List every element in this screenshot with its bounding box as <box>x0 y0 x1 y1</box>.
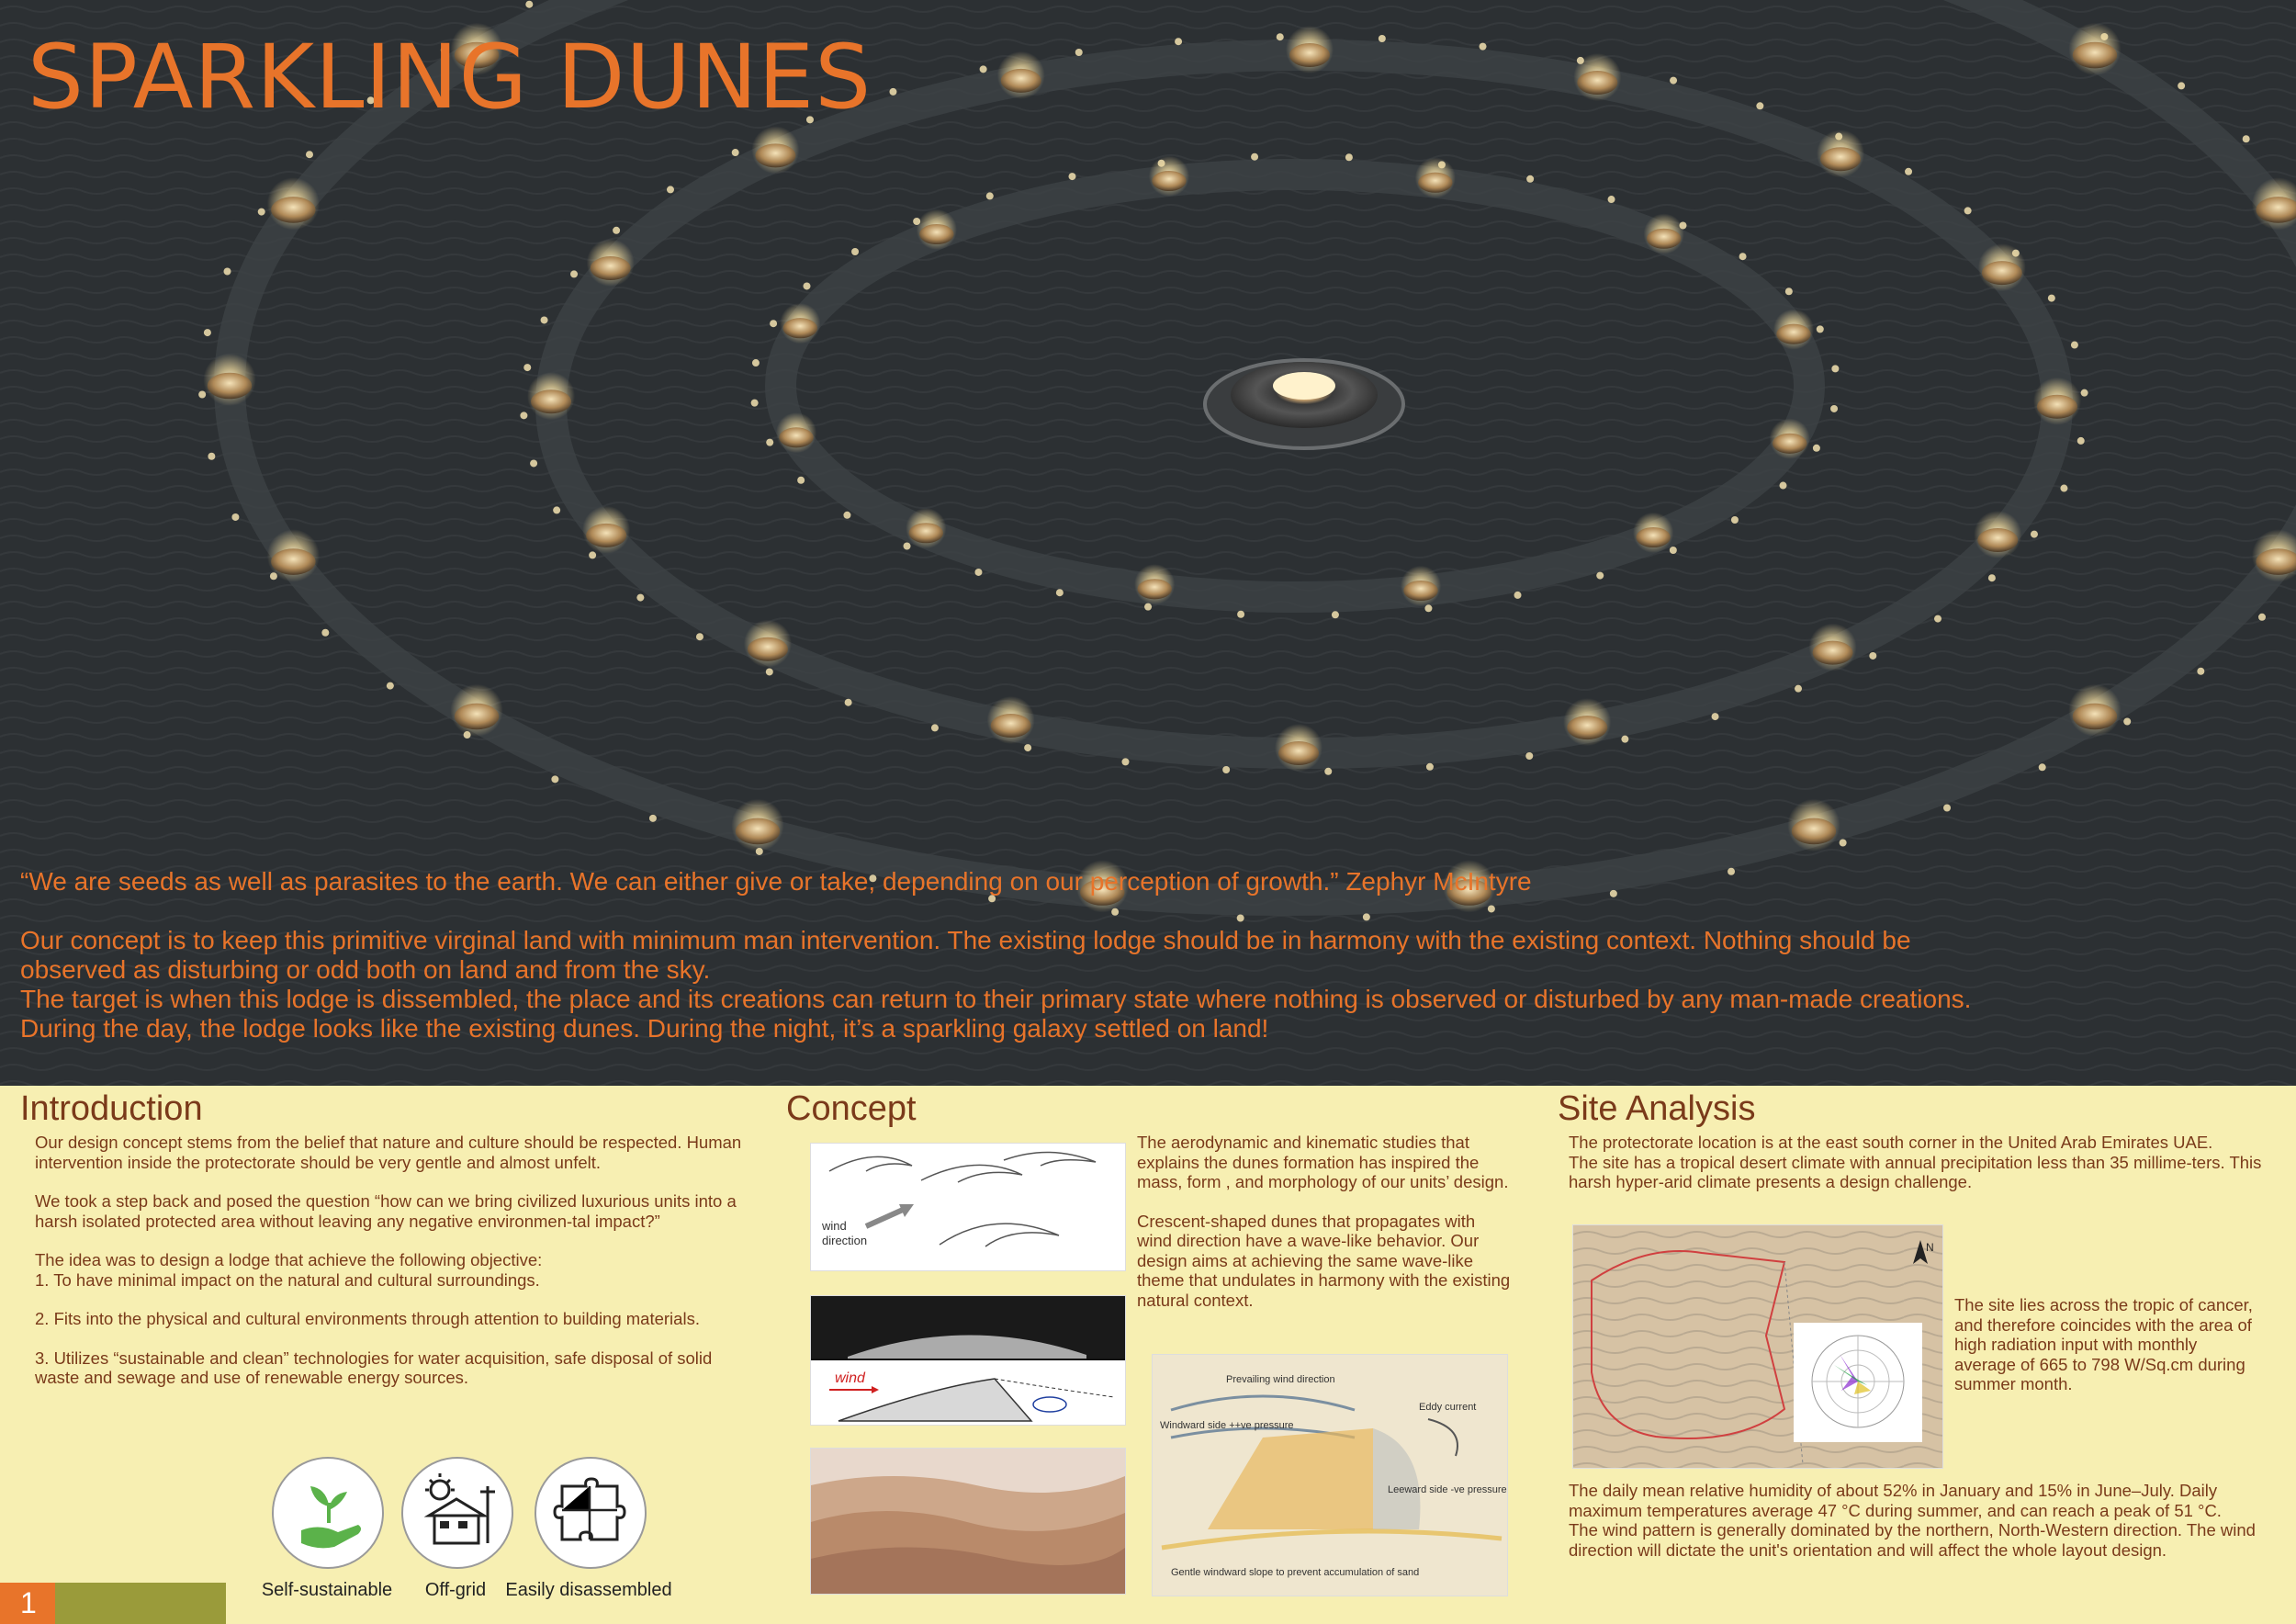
path-light <box>589 551 596 558</box>
concept-statement <box>20 926 2004 1043</box>
path-light <box>1363 913 1370 920</box>
path-light <box>1739 253 1747 260</box>
path-light <box>1608 196 1615 203</box>
lodge-unit <box>1809 624 1857 671</box>
site-map <box>1572 1224 1943 1469</box>
path-light <box>1610 890 1617 897</box>
path-light <box>1596 572 1604 580</box>
lodge-unit <box>1787 799 1840 851</box>
path-light <box>1526 175 1534 183</box>
lodge-unit <box>1773 310 1814 350</box>
path-light <box>980 65 987 73</box>
intro-paragraph: We took a step back and posed the question “how can we bring civilized luxurious units into a harsh isolated protected area without leaving any negative environmen-tal impact?” <box>35 1191 737 1231</box>
path-light <box>321 629 329 637</box>
lodge-unit <box>1401 566 1441 606</box>
path-light <box>2048 295 2055 302</box>
path-light <box>751 400 759 407</box>
lodge-unit <box>527 372 575 420</box>
icon-label: Easily disassembled <box>505 1580 672 1600</box>
intro-paragraph: The idea was to design a lodge that achieve the following objective: 1. To have minimal impact on the natural and cultural surroundings. <box>35 1250 543 1290</box>
lodge-unit <box>780 303 820 344</box>
lodge-unit <box>2033 378 2081 425</box>
path-light <box>1345 153 1353 161</box>
concept-desc-paragraph: The aerodynamic and kinematic studies that explains the dunes formation has inspired the mass, form , and morphology of our units’ design. <box>1137 1133 1509 1191</box>
path-light <box>1943 805 1951 812</box>
path-light <box>2197 668 2204 675</box>
concept-paragraph: Our concept is to keep this primitive virginal land with minimum man intervention. The existing lodge should be in harmony with the existing context. Nothing should be observed as disturbing or odd both on land and from the sky. <box>20 926 1911 984</box>
north-arrow-label: N <box>1926 1241 1934 1254</box>
path-light <box>1332 611 1339 618</box>
path-light <box>732 149 739 156</box>
path-light <box>986 192 994 199</box>
path-light <box>2178 82 2185 89</box>
lodge-unit <box>1134 564 1175 604</box>
lodge-unit <box>1817 130 1864 177</box>
path-light <box>258 209 265 216</box>
site-text-radiation: The site lies across the tropic of cancer, and therefore coincides with the area of high radiation input with monthly average of 665 to 798 W/Sq.cm during summer month. <box>1954 1295 2253 1393</box>
path-light <box>530 459 537 467</box>
path-light <box>523 364 531 371</box>
path-light <box>1964 207 1972 214</box>
path-light <box>1426 763 1434 771</box>
path-light <box>851 248 859 255</box>
page-title: SPARKLING DUNES <box>28 26 872 129</box>
path-light <box>553 506 560 513</box>
lodge-unit <box>1770 419 1810 459</box>
path-light <box>1514 592 1522 599</box>
lodge-unit <box>587 239 635 287</box>
lodge-unit <box>776 412 816 453</box>
path-light <box>2258 614 2266 621</box>
svg-text:direction: direction <box>822 1234 868 1247</box>
path-light <box>1251 153 1258 161</box>
intro-paragraph: 2. Fits into the physical and cultural environments through attention to building materials. <box>35 1309 700 1328</box>
path-light <box>1712 713 1719 720</box>
lodge-unit <box>987 696 1035 744</box>
path-light <box>520 412 527 419</box>
solar-house-icon <box>401 1457 513 1569</box>
path-light <box>1817 325 1824 333</box>
path-light <box>2123 718 2131 726</box>
path-light <box>1795 685 1802 693</box>
intro-paragraph: Our design concept stems from the belief that nature and culture should be respected. Human intervention inside the protectorate should be very gentle and almost unfelt. <box>35 1133 742 1172</box>
site-analysis-heading: Site Analysis <box>1558 1089 1756 1128</box>
path-light <box>387 682 394 690</box>
lodge-unit <box>1275 724 1322 772</box>
central-hub <box>1205 360 1403 448</box>
path-light <box>974 569 982 576</box>
lodge-unit <box>1149 156 1189 197</box>
lodge-unit <box>997 51 1045 99</box>
path-light <box>231 513 239 521</box>
puzzle-icon <box>535 1457 647 1569</box>
lodge-unit <box>267 177 320 230</box>
lodge-unit <box>2068 23 2121 75</box>
sketch-label: Eddy current <box>1419 1402 1477 1413</box>
path-light <box>613 227 620 234</box>
path-light <box>2039 763 2046 771</box>
page-number: 1 <box>0 1583 55 1624</box>
path-light <box>1222 766 1230 773</box>
site-text-intro: The protectorate location is at the east south corner in the United Arab Emirates UAE. The site has a tropical desert climate with annual precipitation less than 35 millime-ters. This harsh hyper-arid climate presents a design challenge. <box>1569 1133 2262 1191</box>
lodge-unit <box>1563 698 1611 746</box>
path-light <box>1056 589 1064 596</box>
path-light <box>1480 43 1487 51</box>
sketch-label: Gentle windward slope to prevent accumulation of sand <box>1171 1567 1420 1578</box>
page-footer-bar <box>55 1583 226 1624</box>
path-light <box>1831 365 1839 372</box>
path-light <box>797 477 805 484</box>
path-light <box>889 88 896 96</box>
path-light <box>208 453 215 460</box>
path-light <box>1525 752 1533 760</box>
concept-desc-paragraph: Crescent-shaped dunes that propagates with wind direction have a wave-like behavior. Our design aims at achieving the same wave-like theme that undulates in harmony with the existing natural context. <box>1137 1211 1511 1310</box>
introduction-heading: Introduction <box>20 1089 203 1128</box>
path-light <box>1175 38 1182 45</box>
path-light <box>541 316 548 323</box>
lodge-unit <box>1974 511 2021 558</box>
concept-paragraph: During the day, the lodge looks like the existing dunes. During the night, it’s a sparkling galaxy settled on land! <box>20 1014 1269 1043</box>
lodge-unit <box>1644 214 1684 254</box>
path-light <box>1075 49 1083 56</box>
path-light <box>667 186 674 193</box>
lodge-unit <box>1978 243 2026 291</box>
path-light <box>770 320 777 327</box>
lodge-unit <box>267 529 320 581</box>
path-light <box>1379 35 1386 42</box>
lodge-unit <box>2068 684 2121 737</box>
path-light <box>1621 736 1628 743</box>
lodge-unit <box>906 508 946 548</box>
lodge-unit <box>751 126 799 174</box>
path-light <box>1424 604 1432 612</box>
lodge-unit <box>1286 26 1334 73</box>
path-light <box>1934 615 1941 623</box>
path-light <box>1756 102 1763 109</box>
dune-wind-diagram <box>810 1143 1126 1271</box>
svg-text:wind: wind <box>835 1370 865 1386</box>
path-light <box>1488 905 1495 912</box>
wind-flow-diagram <box>810 1295 1126 1426</box>
path-light <box>2031 531 2038 538</box>
path-light <box>766 668 773 675</box>
sketch-label: Prevailing wind direction <box>1226 1374 1335 1385</box>
path-light <box>1728 868 1735 875</box>
lodge-unit <box>203 354 255 406</box>
concept-paragraph: The target is when this lodge is dissembled, the place and its creations can return to their primary state where nothing is observed or disturbed by any man-made creations. <box>20 985 1972 1013</box>
path-light <box>570 270 578 277</box>
introduction-text <box>35 1133 751 1407</box>
icon-label: Self-sustainable <box>261 1580 393 1600</box>
path-light <box>1024 744 1031 751</box>
path-light <box>198 390 206 398</box>
sketch-label: Leeward side -ve pressure <box>1388 1484 1507 1495</box>
svg-text:wind: wind <box>822 1219 847 1233</box>
path-light <box>1785 288 1793 295</box>
path-light <box>525 1 533 8</box>
path-light <box>1670 547 1677 554</box>
path-light <box>1813 445 1820 452</box>
path-light <box>2077 437 2085 445</box>
concept-heading: Concept <box>786 1089 917 1128</box>
path-light <box>2243 135 2250 142</box>
lodge-unit <box>450 684 502 737</box>
concept-description <box>1137 1133 1514 1329</box>
path-light <box>931 724 939 731</box>
path-light <box>1237 611 1244 618</box>
lodge-unit <box>917 209 957 250</box>
path-light <box>843 512 850 519</box>
path-light <box>1237 914 1244 921</box>
desert-dunes-photo <box>810 1448 1126 1595</box>
path-light <box>1277 33 1284 40</box>
plant-hand-icon <box>272 1457 384 1569</box>
path-light <box>306 151 313 158</box>
path-light <box>803 282 810 289</box>
path-light <box>1121 758 1129 765</box>
path-light <box>696 633 703 640</box>
lodge-unit <box>1415 158 1456 198</box>
sketch-label: Windward side ++ve pressure <box>1160 1420 1294 1431</box>
lodge-unit <box>731 799 783 851</box>
path-light <box>1670 77 1677 85</box>
quote-text: “We are seeds as well as parasites to the earth. We can either give or take, depending on our perception of growth.” Zephyr McIntyre <box>20 867 1532 896</box>
path-light <box>649 815 657 822</box>
path-light <box>636 594 644 602</box>
intro-paragraph: 3. Utilizes “sustainable and clean” technologies for water acquisition, safe disposal of solid waste and sewage and use of renewable energy sources. <box>35 1348 713 1387</box>
path-light <box>1988 574 1996 581</box>
path-light <box>1840 839 1847 846</box>
path-light <box>1905 168 1912 175</box>
path-light <box>204 329 211 336</box>
lodge-unit <box>744 620 792 668</box>
site-text-climate: The daily mean relative humidity of about 52% in January and 15% in June–July. Daily maximum temperatures average 47 °C during summer, and can reach a peak of 51 °C. The wind pattern is generally dominated by the northern, North-Western direction. The wind direction will dictate the unit's orientation and will affect the whole layout design. <box>1569 1481 2256 1560</box>
icon-label: Off-grid <box>424 1580 487 1600</box>
path-light <box>1731 516 1739 524</box>
path-light <box>2081 389 2088 397</box>
unit-wind-sketch <box>1152 1354 1508 1596</box>
path-light <box>1324 768 1332 775</box>
path-light <box>2060 485 2067 492</box>
path-light <box>1830 405 1838 412</box>
lodge-unit <box>582 506 630 554</box>
path-light <box>224 267 231 275</box>
path-light <box>1780 482 1787 490</box>
lodge-unit <box>1573 53 1621 101</box>
path-light <box>1068 173 1075 180</box>
path-light <box>2071 342 2078 349</box>
path-light <box>551 775 558 783</box>
path-light <box>1869 652 1876 660</box>
path-light <box>752 359 760 367</box>
path-light <box>845 699 852 706</box>
lodge-unit <box>1633 513 1673 553</box>
path-light <box>904 543 911 550</box>
path-light <box>766 439 773 446</box>
